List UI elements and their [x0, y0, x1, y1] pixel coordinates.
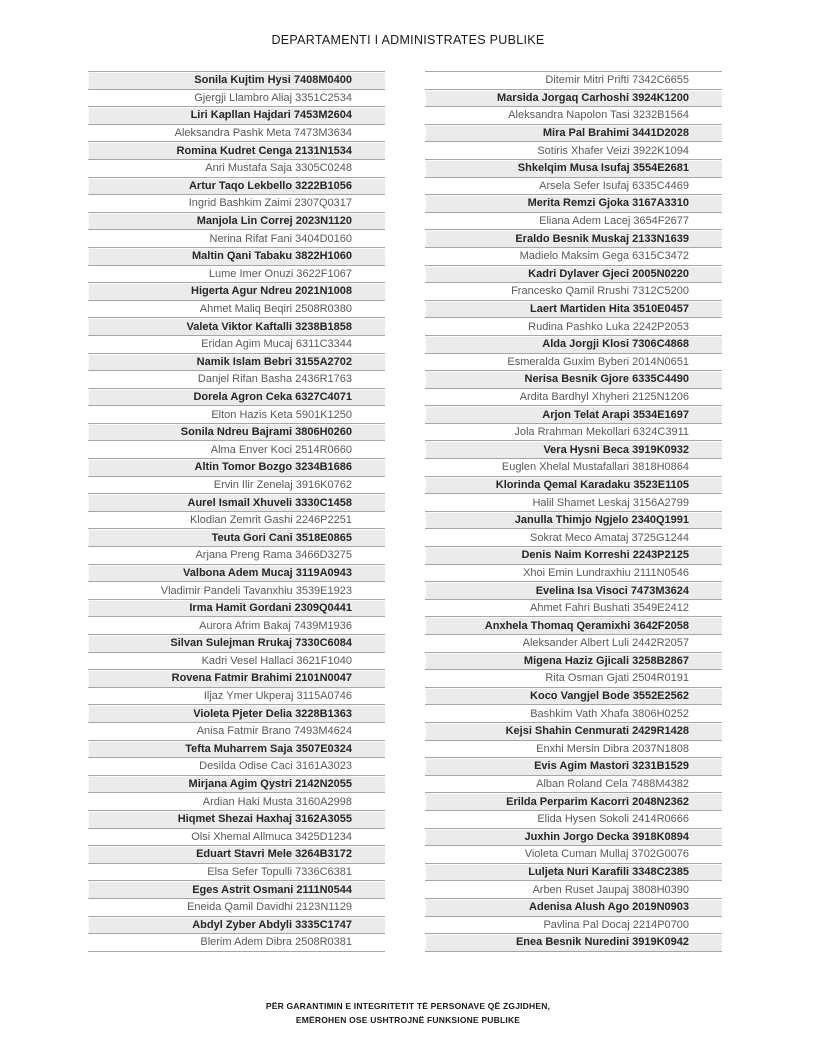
- table-row: [425, 547, 722, 565]
- person-entry: Arjon Telat Arapi 3534E1697: [542, 408, 689, 421]
- person-entry: Bashkim Vath Xhafa 3806H0252: [530, 707, 689, 720]
- table-row: [425, 670, 722, 688]
- table-row: [425, 917, 722, 935]
- table-row: [88, 688, 385, 706]
- person-entry: Eges Astrit Osmani 2111N0544: [192, 883, 352, 896]
- table-row: [425, 301, 722, 319]
- footer-line-1: PËR GARANTIMIN E INTEGRITETIT TË PERSONAVE QË ZGJIDHEN,: [265, 1001, 551, 1011]
- roster-column-right: [425, 71, 722, 952]
- table-row: [88, 776, 385, 794]
- person-entry: Violeta Pjeter Delia 3228B1363: [193, 707, 352, 720]
- table-row: [88, 829, 385, 847]
- table-row: [88, 917, 385, 935]
- table-row: [88, 899, 385, 917]
- person-entry: Denis Naim Korreshi 2243P2125: [521, 549, 689, 562]
- table-row: [88, 283, 385, 301]
- person-entry: Esmeralda Guxim Byberi 2014N0651: [507, 355, 689, 368]
- person-entry: Sonila Kujtim Hysi 7408M0400: [194, 74, 352, 87]
- person-entry: Artur Taqo Lekbello 3222B1056: [188, 179, 352, 192]
- roster-columns: [88, 71, 722, 952]
- table-row: [88, 758, 385, 776]
- table-row: [88, 600, 385, 618]
- person-entry: Rovena Fatmir Brahimi 2101N0047: [171, 672, 352, 685]
- person-entry: Gjergji Llambro Aliaj 3351C2534: [194, 91, 352, 104]
- person-entry: Klodian Zemrit Gashi 2246P2251: [189, 514, 352, 527]
- table-row: [425, 688, 722, 706]
- table-row: [88, 160, 385, 178]
- person-entry: Eliana Adem Lacej 3654F2677: [539, 215, 689, 228]
- table-row: [88, 195, 385, 213]
- table-row: [88, 142, 385, 160]
- person-entry: Kadri Vesel Hallaci 3621F1040: [201, 654, 352, 667]
- table-row: [88, 301, 385, 319]
- person-entry: Nerisa Besnik Gjore 6335C4490: [524, 373, 689, 386]
- person-entry: Iljaz Ymer Ukperaj 3115A0746: [203, 690, 352, 703]
- table-row: [88, 90, 385, 108]
- person-entry: Koco Vangjel Bode 3552E2562: [530, 690, 689, 703]
- person-entry: Ardian Haki Musta 3160A2998: [202, 795, 352, 808]
- table-row: [88, 477, 385, 495]
- table-row: [425, 741, 722, 759]
- table-row: [425, 846, 722, 864]
- person-entry: Higerta Agur Ndreu 2021N1008: [191, 285, 352, 298]
- person-entry: Vera Hysni Beca 3919K0932: [543, 443, 689, 456]
- person-entry: Francesko Qamil Rrushi 7312C5200: [511, 285, 689, 298]
- person-entry: Danjel Rifan Basha 2436R1763: [197, 373, 352, 386]
- table-row: [425, 354, 722, 372]
- table-row: [425, 494, 722, 512]
- person-entry: Mira Pal Brahimi 3441D2028: [542, 127, 689, 140]
- person-entry: Euglen Xhelal Mustafallari 3818H0864: [501, 461, 689, 474]
- table-row: [88, 512, 385, 530]
- person-entry: Ingrid Bashkim Zaimi 2307Q0317: [188, 197, 352, 210]
- table-row: [88, 125, 385, 143]
- person-entry: Alban Roland Cela 7488M4382: [536, 778, 689, 791]
- person-entry: Aurel Ismail Xhuveli 3330C1458: [187, 496, 352, 509]
- table-row: [425, 213, 722, 231]
- table-row: [425, 565, 722, 583]
- person-entry: Eridan Agim Mucaj 6311C3344: [201, 338, 352, 351]
- person-entry: Eduart Stavri Mele 3264B3172: [196, 848, 352, 861]
- person-entry: Pavlina Pal Docaj 2214P0700: [543, 918, 689, 931]
- person-entry: Arben Ruset Jaupaj 3808H0390: [532, 883, 689, 896]
- person-entry: Hiqmet Shezai Haxhaj 3162A3055: [177, 813, 352, 826]
- table-row: [88, 248, 385, 266]
- table-row: [88, 494, 385, 512]
- table-row: [425, 811, 722, 829]
- table-row: [88, 424, 385, 442]
- table-row: [88, 178, 385, 196]
- page-footer: [0, 999, 816, 1027]
- person-entry: Kejsi Shahin Cenmurati 2429R1428: [505, 725, 689, 738]
- person-entry: Desilda Odise Caci 3161A3023: [199, 760, 352, 773]
- table-row: [425, 899, 722, 917]
- person-entry: Anri Mustafa Saja 3305C0248: [205, 162, 352, 175]
- person-entry: Klorinda Qemal Karadaku 3523E1105: [495, 478, 689, 491]
- table-row: [425, 160, 722, 178]
- table-row: [88, 811, 385, 829]
- table-row: [425, 406, 722, 424]
- table-row: [88, 107, 385, 125]
- person-entry: Anxhela Thomaq Qeramixhi 3642F2058: [484, 619, 689, 632]
- table-row: [88, 723, 385, 741]
- table-row: [88, 705, 385, 723]
- footer-line-2: EMËROHEN OSE USHTROJNË FUNKSIONE PUBLIKE: [295, 1015, 521, 1025]
- person-entry: Teuta Gori Cani 3518E0865: [211, 531, 352, 544]
- table-row: [425, 230, 722, 248]
- roster-column-left: [88, 71, 385, 952]
- table-row: [425, 318, 722, 336]
- table-row: [425, 266, 722, 284]
- table-row: [425, 459, 722, 477]
- table-row: [425, 864, 722, 882]
- person-entry: Ahmet Fahri Bushati 3549E2412: [530, 602, 689, 615]
- person-entry: Evis Agim Mastori 3231B1529: [534, 760, 689, 773]
- table-row: [425, 142, 722, 160]
- table-row: [425, 512, 722, 530]
- person-entry: Namik Islam Bebri 3155A2702: [196, 355, 352, 368]
- table-row: [425, 758, 722, 776]
- person-entry: Aleksandra Napolon Tasi 3232B1564: [508, 109, 689, 122]
- person-entry: Mirjana Agim Qystri 2142N2055: [188, 778, 352, 791]
- table-row: [88, 864, 385, 882]
- person-entry: Enxhi Mersin Dibra 2037N1808: [536, 742, 689, 755]
- person-entry: Sotiris Xhafer Veizi 3922K1094: [537, 144, 689, 157]
- person-entry: Romina Kudret Cenga 2131N1534: [176, 144, 352, 157]
- person-entry: Liri Kapllan Hajdari 7453M2604: [190, 109, 352, 122]
- person-entry: Shkelqim Musa Isufaj 3554E2681: [517, 162, 689, 175]
- table-row: [88, 582, 385, 600]
- table-row: [425, 881, 722, 899]
- person-entry: Alma Enver Koci 2514R0660: [210, 443, 352, 456]
- person-entry: Merita Remzi Gjoka 3167A3310: [527, 197, 689, 210]
- person-entry: Valeta Viktor Kaftalli 3238B1858: [186, 320, 352, 333]
- person-entry: Erilda Perparim Kacorri 2048N2362: [506, 795, 689, 808]
- table-row: [88, 617, 385, 635]
- table-row: [425, 529, 722, 547]
- table-row: [88, 793, 385, 811]
- person-entry: Migena Haziz Gjicali 3258B2867: [523, 654, 689, 667]
- person-entry: Dorela Agron Ceka 6327C4071: [193, 390, 352, 403]
- table-row: [88, 406, 385, 424]
- table-row: [425, 617, 722, 635]
- person-entry: Violeta Cuman Mullaj 3702G0076: [524, 848, 689, 861]
- table-row: [425, 635, 722, 653]
- person-entry: Tefta Muharrem Saja 3507E0324: [185, 742, 352, 755]
- person-entry: Olsi Xhemal Allmuca 3425D1234: [191, 830, 352, 843]
- table-row: [88, 318, 385, 336]
- person-entry: Arsela Sefer Isufaj 6335C4469: [539, 179, 689, 192]
- person-entry: Elsa Sefer Topulli 7336C6381: [207, 866, 352, 879]
- person-entry: Eraldo Besnik Muskaj 2133N1639: [515, 232, 689, 245]
- person-entry: Xhoi Emin Lundraxhiu 2111N0546: [523, 566, 689, 579]
- person-entry: Aurora Afrim Bakaj 7439M1936: [199, 619, 352, 632]
- table-row: [88, 336, 385, 354]
- person-entry: Enea Besnik Nuredini 3919K0942: [515, 936, 689, 949]
- table-row: [88, 529, 385, 547]
- person-entry: Ditemir Mitri Prifti 7342C6655: [545, 74, 689, 87]
- table-row: [88, 653, 385, 671]
- table-row: [425, 283, 722, 301]
- person-entry: Aleksander Albert Luli 2442R2057: [522, 637, 689, 650]
- person-entry: Sonila Ndreu Bajrami 3806H0260: [180, 426, 352, 439]
- table-row: [88, 230, 385, 248]
- table-row: [88, 354, 385, 372]
- person-entry: Evelina Isa Visoci 7473M3624: [535, 584, 689, 597]
- table-row: [425, 441, 722, 459]
- person-entry: Ervin Ilir Zenelaj 3916K0762: [213, 478, 352, 491]
- person-entry: Lume Imer Onuzi 3622F1067: [208, 267, 352, 280]
- table-row: [425, 653, 722, 671]
- table-row: [425, 178, 722, 196]
- person-entry: Elton Hazis Keta 5901K1250: [211, 408, 352, 421]
- table-row: [88, 371, 385, 389]
- table-row: [88, 565, 385, 583]
- table-row: [88, 547, 385, 565]
- table-row: [425, 195, 722, 213]
- person-entry: Luljeta Nuri Karafili 3348C2385: [528, 866, 689, 879]
- person-entry: Alda Jorgji Klosi 7306C4868: [542, 338, 689, 351]
- table-row: [425, 582, 722, 600]
- person-entry: Nerina Rifat Fani 3404D0160: [209, 232, 352, 245]
- person-entry: Vladimir Pandeli Tavanxhiu 3539E1923: [160, 584, 352, 597]
- page-title: DEPARTAMENTI I ADMINISTRATES PUBLIKE: [271, 33, 545, 47]
- table-row: [425, 793, 722, 811]
- table-row: [88, 670, 385, 688]
- person-entry: Ardita Bardhyl Xhyheri 2125N1206: [519, 390, 689, 403]
- person-entry: Sokrat Meco Amataj 3725G1244: [530, 531, 689, 544]
- table-row: [88, 389, 385, 407]
- person-entry: Arjana Preng Rama 3466D3275: [195, 549, 352, 562]
- person-entry: Anisa Fatmir Brano 7493M4624: [196, 725, 352, 738]
- person-entry: Manjola Lin Correj 2023N1120: [196, 215, 352, 228]
- table-row: [425, 424, 722, 442]
- table-row: [425, 72, 722, 90]
- table-row: [425, 107, 722, 125]
- table-row: [425, 389, 722, 407]
- person-entry: Abdyl Zyber Abdyli 3335C1747: [192, 918, 352, 931]
- table-row: [88, 846, 385, 864]
- person-entry: Eneida Qamil Davidhi 2123N1129: [187, 901, 352, 914]
- table-row: [425, 336, 722, 354]
- table-row: [425, 723, 722, 741]
- person-entry: Janulla Thimjo Ngjelo 2340Q1991: [514, 514, 689, 527]
- table-row: [88, 881, 385, 899]
- table-row: [425, 776, 722, 794]
- table-row: [425, 125, 722, 143]
- person-entry: Laert Martiden Hita 3510E0457: [530, 303, 689, 316]
- person-entry: Blerim Adem Dibra 2508R0381: [200, 936, 352, 949]
- table-row: [88, 441, 385, 459]
- table-row: [425, 705, 722, 723]
- table-row: [425, 600, 722, 618]
- person-entry: Jola Rrahman Mekollari 6324C3911: [514, 426, 689, 439]
- table-row: [425, 477, 722, 495]
- person-entry: Irma Hamit Gordani 2309Q0441: [189, 602, 352, 615]
- table-row: [88, 213, 385, 231]
- table-row: [88, 635, 385, 653]
- person-entry: Silvan Sulejman Rrukaj 7330C6084: [170, 637, 352, 650]
- person-entry: Maltin Qani Tabaku 3822H1060: [192, 250, 352, 263]
- person-entry: Madielo Maksim Gega 6315C3472: [519, 250, 689, 263]
- person-entry: Rita Osman Gjati 2504R0191: [545, 672, 689, 685]
- person-entry: Kadri Dylaver Gjeci 2005N0220: [528, 267, 689, 280]
- person-entry: Halil Shamet Leskaj 3156A2799: [532, 496, 689, 509]
- table-row: [88, 934, 385, 952]
- person-entry: Aleksandra Pashk Meta 7473M3634: [174, 127, 352, 140]
- table-row: [425, 934, 722, 952]
- table-row: [88, 266, 385, 284]
- person-entry: Valbona Adem Mucaj 3119A0943: [183, 566, 352, 579]
- person-entry: Ahmet Maliq Beqiri 2508R0380: [199, 303, 352, 316]
- person-entry: Rudina Pashko Luka 2242P2053: [528, 320, 689, 333]
- person-entry: Adenisa Alush Ago 2019N0903: [529, 901, 689, 914]
- person-entry: Juxhin Jorgo Decka 3918K0894: [524, 830, 689, 843]
- table-row: [425, 829, 722, 847]
- person-entry: Altin Tomor Bozgo 3234B1686: [194, 461, 352, 474]
- table-row: [425, 248, 722, 266]
- person-entry: Marsida Jorgaq Carhoshi 3924K1200: [497, 91, 689, 104]
- table-row: [88, 459, 385, 477]
- table-row: [88, 741, 385, 759]
- table-row: [425, 90, 722, 108]
- table-row: [425, 371, 722, 389]
- person-entry: Elida Hysen Sokoli 2414R0666: [537, 813, 689, 826]
- table-row: [88, 72, 385, 90]
